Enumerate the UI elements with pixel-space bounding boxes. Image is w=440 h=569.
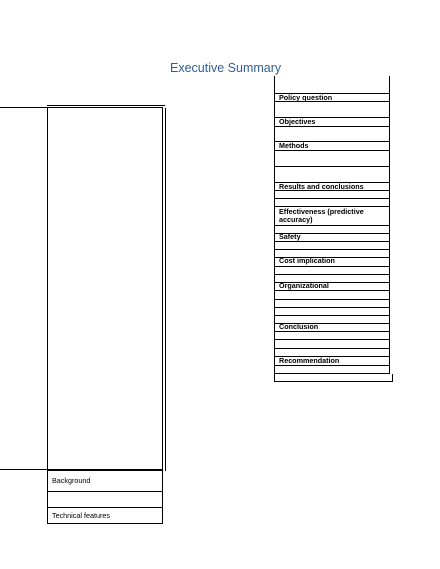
right-table-row-line <box>274 365 390 366</box>
label-conclusion: Conclusion <box>279 322 319 331</box>
label-policy-question: Policy question <box>279 93 333 102</box>
left-table-row-background <box>47 470 163 492</box>
right-table-row-line <box>274 266 390 267</box>
right-table-row-line <box>274 241 390 242</box>
left-edge-top-line <box>0 107 47 108</box>
page-title: Executive Summary <box>170 61 282 75</box>
left-table-row-technical-features <box>47 507 163 524</box>
right-table-row-line <box>274 307 390 308</box>
right-table-row-line <box>274 166 390 167</box>
right-table-left-border <box>274 76 275 382</box>
row-label: Technical features <box>52 511 110 520</box>
right-table-row-line <box>274 249 390 250</box>
right-table-row-line <box>274 126 390 127</box>
label-effectiveness: Effectiveness (predictive accuracy) <box>279 207 364 224</box>
right-table-row-line <box>274 150 390 151</box>
left-main-box <box>47 107 163 470</box>
right-table-row-line <box>274 331 390 332</box>
right-table-row-line <box>274 348 390 349</box>
label-recommendation: Recommendation <box>279 356 340 365</box>
left-table-row-empty <box>47 491 163 508</box>
left-box-shadow-right <box>165 108 166 471</box>
left-edge-bottom-line <box>0 469 47 470</box>
right-table-row-line <box>274 373 390 374</box>
right-table-row-line <box>274 198 390 199</box>
right-table-bottom-line <box>274 381 393 382</box>
right-table-row-line <box>274 225 390 226</box>
right-table-row-line <box>274 299 390 300</box>
label-safety: Safety <box>279 232 301 241</box>
right-table-row-line <box>274 315 390 316</box>
left-box-top-line <box>47 105 165 106</box>
right-table-row-line <box>274 339 390 340</box>
label-organizational: Organizational <box>279 281 329 290</box>
label-cost-implication: Cost implication <box>279 256 335 265</box>
label-results-and-conclusions: Results and conclusions <box>279 182 364 191</box>
row-label: Background <box>52 476 91 485</box>
label-objectives: Objectives <box>279 117 316 126</box>
right-table-row-line <box>274 290 390 291</box>
right-table-row-line <box>274 274 390 275</box>
label-methods: Methods <box>279 141 309 150</box>
